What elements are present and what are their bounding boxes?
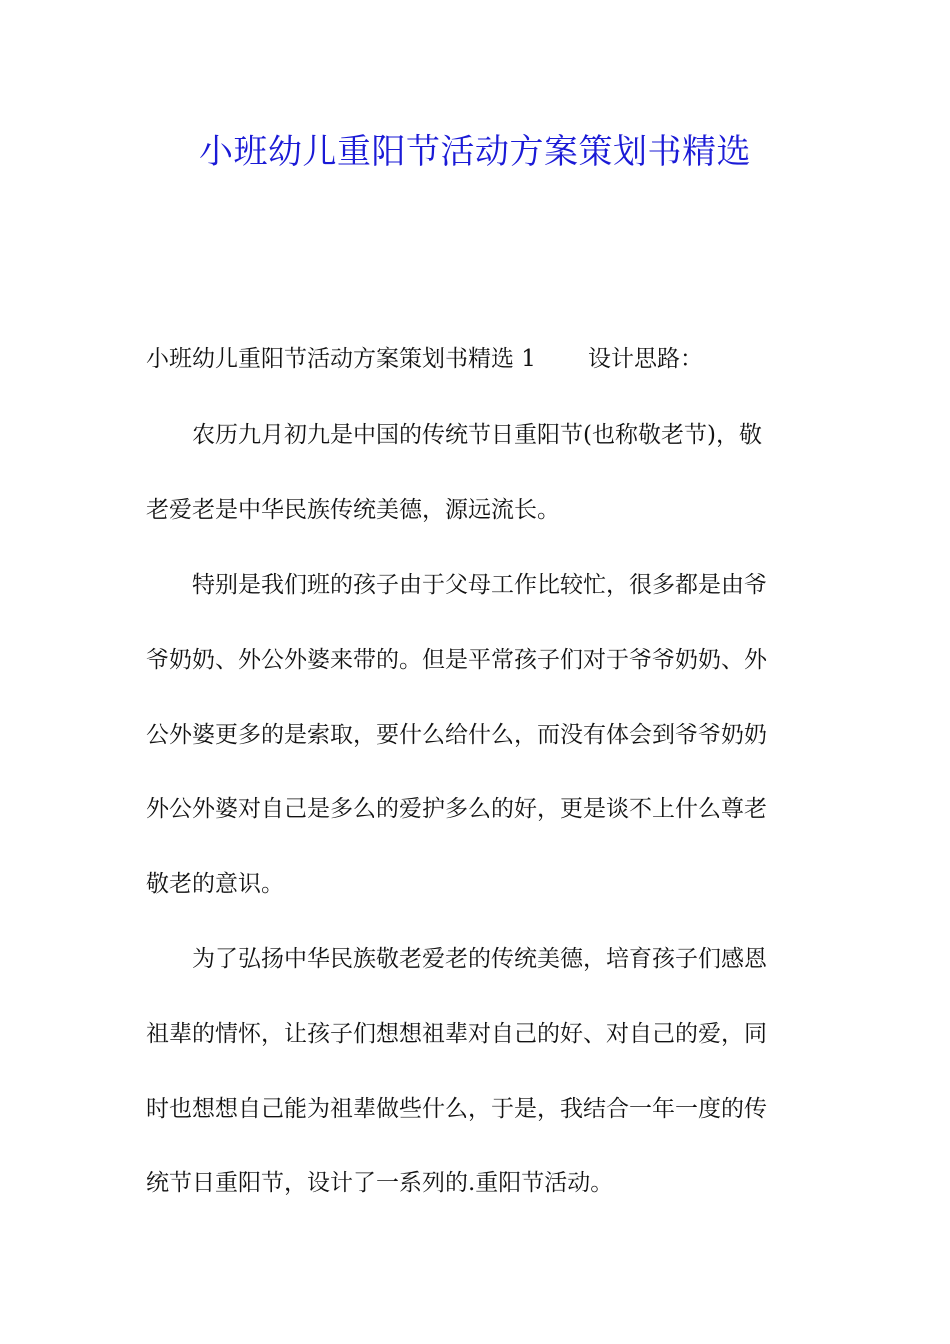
paragraph-line: 特别是我们班的孩子由于父母工作比较忙，很多都是由爷 <box>192 572 767 598</box>
paragraph-line: 老爱老是中华民族传统美德，源远流长。 <box>146 497 560 523</box>
heading-line <box>146 343 703 375</box>
paragraph-line: 外公外婆对自己是多么的爱护多么的好，更是谈不上什么尊老 <box>146 796 767 822</box>
paragraph-line: 为了弘扬中华民族敬老爱老的传统美德，培育孩子们感恩 <box>192 946 767 972</box>
paragraph-line: 农历九月初九是中国的传统节日重阳节(也称敬老节)，敬 <box>192 422 762 448</box>
paragraph-line: 敬老的意识。 <box>146 871 284 897</box>
paragraph-line: 爷奶奶、外公外婆来带的。但是平常孩子们对于爷爷奶奶、外 <box>146 647 767 673</box>
paragraph-line: 时也想想自己能为祖辈做些什么，于是，我结合一年一度的传 <box>146 1096 767 1122</box>
design-idea-label: 设计思路： <box>587 346 703 372</box>
section-heading: 小班幼儿重阳节活动方案策划书精选 1 <box>146 346 536 372</box>
paragraph-line: 公外婆更多的是索取，要什么给什么，而没有体会到爷爷奶奶 <box>146 722 767 748</box>
document-title: 小班幼儿重阳节活动方案策划书精选 <box>199 132 751 172</box>
paragraph-line: 祖辈的情怀，让孩子们想想祖辈对自己的好、对自己的爱，同 <box>146 1021 767 1047</box>
paragraph-line: 统节日重阳节，设计了一系列的.重阳节活动。 <box>146 1170 614 1196</box>
